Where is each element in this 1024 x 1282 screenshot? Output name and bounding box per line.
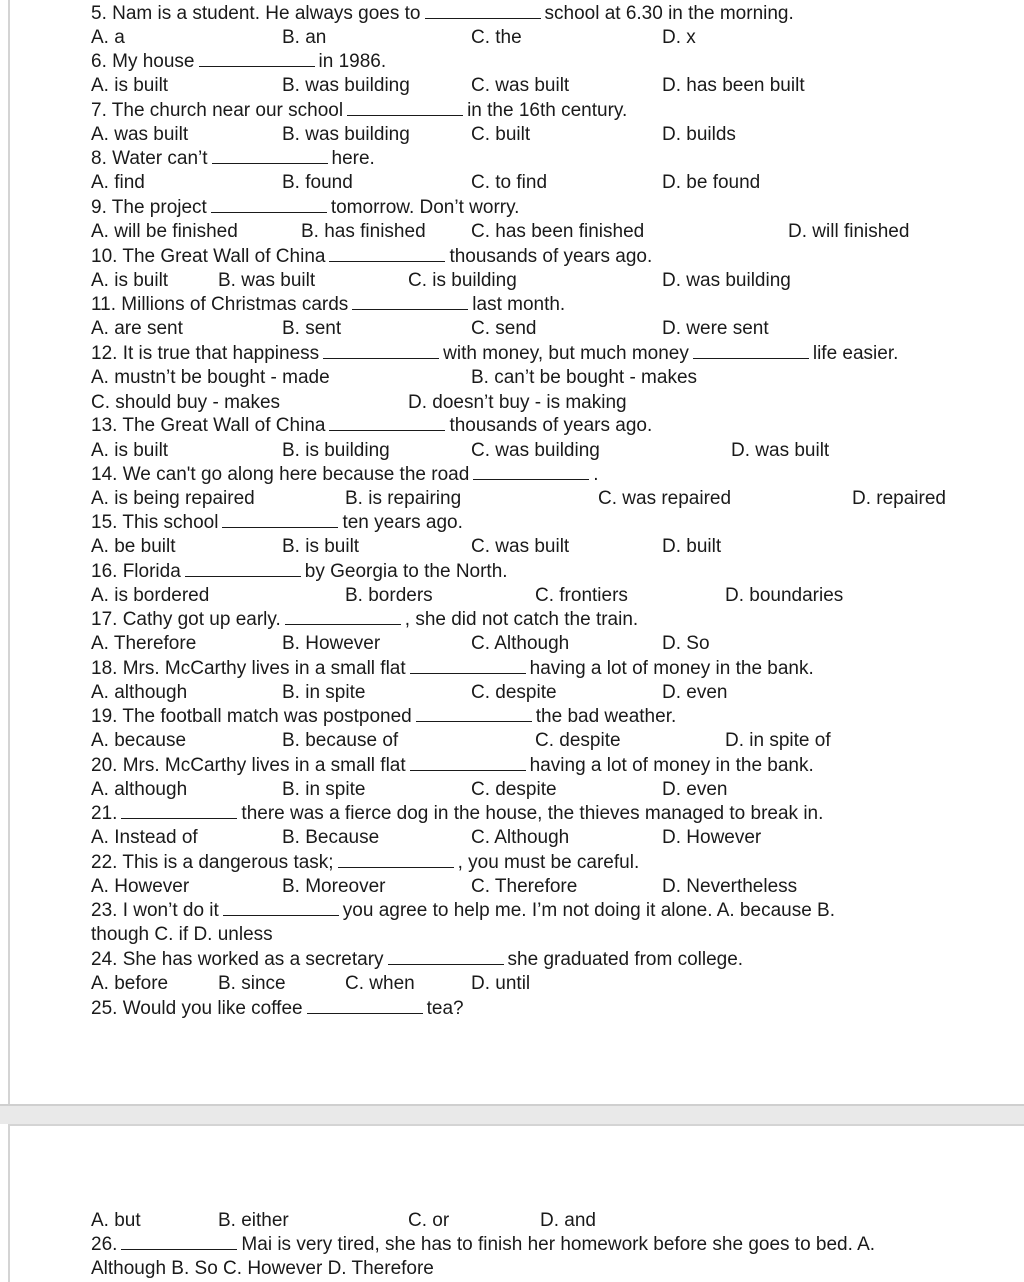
option-d: D. repaired xyxy=(852,488,946,509)
option-d: D. was built xyxy=(731,440,830,461)
question-text: 26. Mai is very tired, she has to finish her homework before she goes to bed. A. xyxy=(91,1234,876,1255)
question-text-continued: Although B. So C. However D. Therefore xyxy=(91,1258,434,1279)
option-b: B. found xyxy=(282,172,353,193)
option-c: C. despite xyxy=(471,779,557,800)
question-text: 6. My house in 1986. xyxy=(91,51,387,72)
question-text: 13. The Great Wall of China thousands of years ago. xyxy=(91,415,653,436)
option-b: B. because of xyxy=(282,730,399,751)
option-d: D. be found xyxy=(662,172,761,193)
answer-blank xyxy=(121,802,237,819)
option-a: A. is built xyxy=(91,440,169,461)
option-c: C. was built xyxy=(471,536,570,557)
option-b: B. in spite xyxy=(282,682,366,703)
option-a: A. before xyxy=(91,973,169,994)
answer-blank xyxy=(211,196,327,213)
answer-blank xyxy=(473,463,589,480)
question-text: 24. She has worked as a secretary she graduated from college. xyxy=(91,949,744,970)
option-c: C. send xyxy=(471,318,537,339)
option-d: D. until xyxy=(471,973,531,994)
question-text: 15. This school ten years ago. xyxy=(91,512,463,533)
answer-blank xyxy=(338,851,454,868)
worksheet-page-2 xyxy=(0,1124,1024,1282)
option-c: C. Although xyxy=(471,827,570,848)
option-a: A. is built xyxy=(91,75,169,96)
option-a: A. will be finished xyxy=(91,221,238,242)
question-text: 19. The football match was postponed the bad weather. xyxy=(91,706,677,727)
answer-blank xyxy=(347,99,463,116)
option-c: C. was built xyxy=(471,75,570,96)
option-d: D. will finished xyxy=(788,221,910,242)
page-gap xyxy=(0,1106,1024,1124)
option-b: B. can’t be bought - makes xyxy=(471,367,698,388)
option-a: A. Instead of xyxy=(91,827,198,848)
question-text: 23. I won’t do it you agree to help me. I’m not doing it alone. A. because B. xyxy=(91,900,835,921)
option-c: C. was building xyxy=(471,440,600,461)
question-text: 20. Mrs. McCarthy lives in a small flat having a lot of money in the bank. xyxy=(91,755,814,776)
option-a: A. are sent xyxy=(91,318,183,339)
answer-blank xyxy=(323,342,439,359)
question-text: 7. The church near our school in the 16th century. xyxy=(91,100,628,121)
option-b: B. is built xyxy=(282,536,360,557)
option-a: A. but xyxy=(91,1210,141,1231)
option-c: C. despite xyxy=(471,682,557,703)
option-a: A. find xyxy=(91,172,145,193)
option-b: B. is repairing xyxy=(345,488,462,509)
option-d: D. boundaries xyxy=(725,585,844,606)
answer-blank xyxy=(185,560,301,577)
option-b: B. either xyxy=(218,1210,289,1231)
option-c: C. has been finished xyxy=(471,221,645,242)
question-text: 5. Nam is a student. He always goes to school at 6.30 in the morning. xyxy=(91,3,794,24)
question-text: 10. The Great Wall of China thousands of years ago. xyxy=(91,246,653,267)
question-text: 25. Would you like coffee tea? xyxy=(91,998,464,1019)
option-b: B. is building xyxy=(282,440,390,461)
option-c: C. frontiers xyxy=(535,585,628,606)
option-b: B. Because xyxy=(282,827,380,848)
option-b: B. has finished xyxy=(301,221,426,242)
answer-blank xyxy=(223,899,339,916)
answer-blank xyxy=(329,245,445,262)
option-d: D. x xyxy=(662,27,696,48)
option-b: B. in spite xyxy=(282,779,366,800)
answer-blank xyxy=(307,997,423,1014)
option-d: D. were sent xyxy=(662,318,769,339)
option-c: C. despite xyxy=(535,730,621,751)
option-a: A. is built xyxy=(91,270,169,291)
option-c: C. Although xyxy=(471,633,570,654)
question-text: 21. there was a fierce dog in the house, the thieves managed to break in. xyxy=(91,803,824,824)
option-b: B. sent xyxy=(282,318,342,339)
option-c: C. should buy - makes xyxy=(91,392,281,413)
option-a: A. although xyxy=(91,682,188,703)
option-d: D. builds xyxy=(662,124,736,145)
question-text: 18. Mrs. McCarthy lives in a small flat having a lot of money in the bank. xyxy=(91,658,814,679)
option-a: A. although xyxy=(91,779,188,800)
option-d: D. However xyxy=(662,827,762,848)
option-b: B. was built xyxy=(218,270,316,291)
option-d: D. was building xyxy=(662,270,791,291)
option-d: D. even xyxy=(662,779,728,800)
option-b: B. since xyxy=(218,973,286,994)
answer-blank xyxy=(416,705,532,722)
option-c: C. or xyxy=(408,1210,450,1231)
option-a: A. mustn’t be bought - made xyxy=(91,367,330,388)
answer-blank xyxy=(425,2,541,19)
question-text: 12. It is true that happiness with money, but much money life easier. xyxy=(91,343,899,364)
question-text: 17. Cathy got up early. , she did not catch the train. xyxy=(91,609,639,630)
answer-blank xyxy=(352,293,468,310)
answer-blank xyxy=(222,511,338,528)
answer-blank xyxy=(410,754,526,771)
option-c: C. Therefore xyxy=(471,876,578,897)
option-b: B. an xyxy=(282,27,327,48)
option-d: D. Nevertheless xyxy=(662,876,798,897)
option-c: C. built xyxy=(471,124,531,145)
option-a: A. However xyxy=(91,876,190,897)
question-text: 14. We can't go along here because the road . xyxy=(91,464,599,485)
question-text: 8. Water can’t here. xyxy=(91,148,375,169)
answer-blank xyxy=(410,657,526,674)
option-a: A. Therefore xyxy=(91,633,197,654)
answer-blank xyxy=(212,147,328,164)
option-d: D. So xyxy=(662,633,710,654)
answer-blank xyxy=(121,1233,237,1250)
question-text: 9. The project tomorrow. Don’t worry. xyxy=(91,197,520,218)
question-text-continued: though C. if D. unless xyxy=(91,924,273,945)
option-b: B. was building xyxy=(282,75,410,96)
answer-blank xyxy=(329,414,445,431)
option-a: A. because xyxy=(91,730,187,751)
question-text: 16. Florida by Georgia to the North. xyxy=(91,561,508,582)
answer-blank xyxy=(285,608,401,625)
question-text: 11. Millions of Christmas cards last month. xyxy=(91,294,566,315)
option-a: A. be built xyxy=(91,536,176,557)
option-d: D. doesn’t buy - is making xyxy=(408,392,627,413)
option-b: B. borders xyxy=(345,585,433,606)
option-d: D. and xyxy=(540,1210,596,1231)
option-b: B. Moreover xyxy=(282,876,386,897)
option-d: D. in spite of xyxy=(725,730,831,751)
question-text: 22. This is a dangerous task; , you must be careful. xyxy=(91,852,640,873)
option-d: D. built xyxy=(662,536,722,557)
option-b: B. was building xyxy=(282,124,410,145)
option-b: B. However xyxy=(282,633,381,654)
option-c: C. the xyxy=(471,27,522,48)
option-a: A. is bordered xyxy=(91,585,210,606)
option-c: C. is building xyxy=(408,270,517,291)
option-d: D. has been built xyxy=(662,75,805,96)
option-c: C. was repaired xyxy=(598,488,732,509)
option-d: D. even xyxy=(662,682,728,703)
option-a: A. is being repaired xyxy=(91,488,255,509)
option-c: C. to find xyxy=(471,172,548,193)
option-c: C. when xyxy=(345,973,415,994)
answer-blank xyxy=(388,948,504,965)
option-a: A. was built xyxy=(91,124,189,145)
answer-blank xyxy=(693,342,809,359)
option-a: A. a xyxy=(91,27,125,48)
answer-blank xyxy=(199,50,315,67)
